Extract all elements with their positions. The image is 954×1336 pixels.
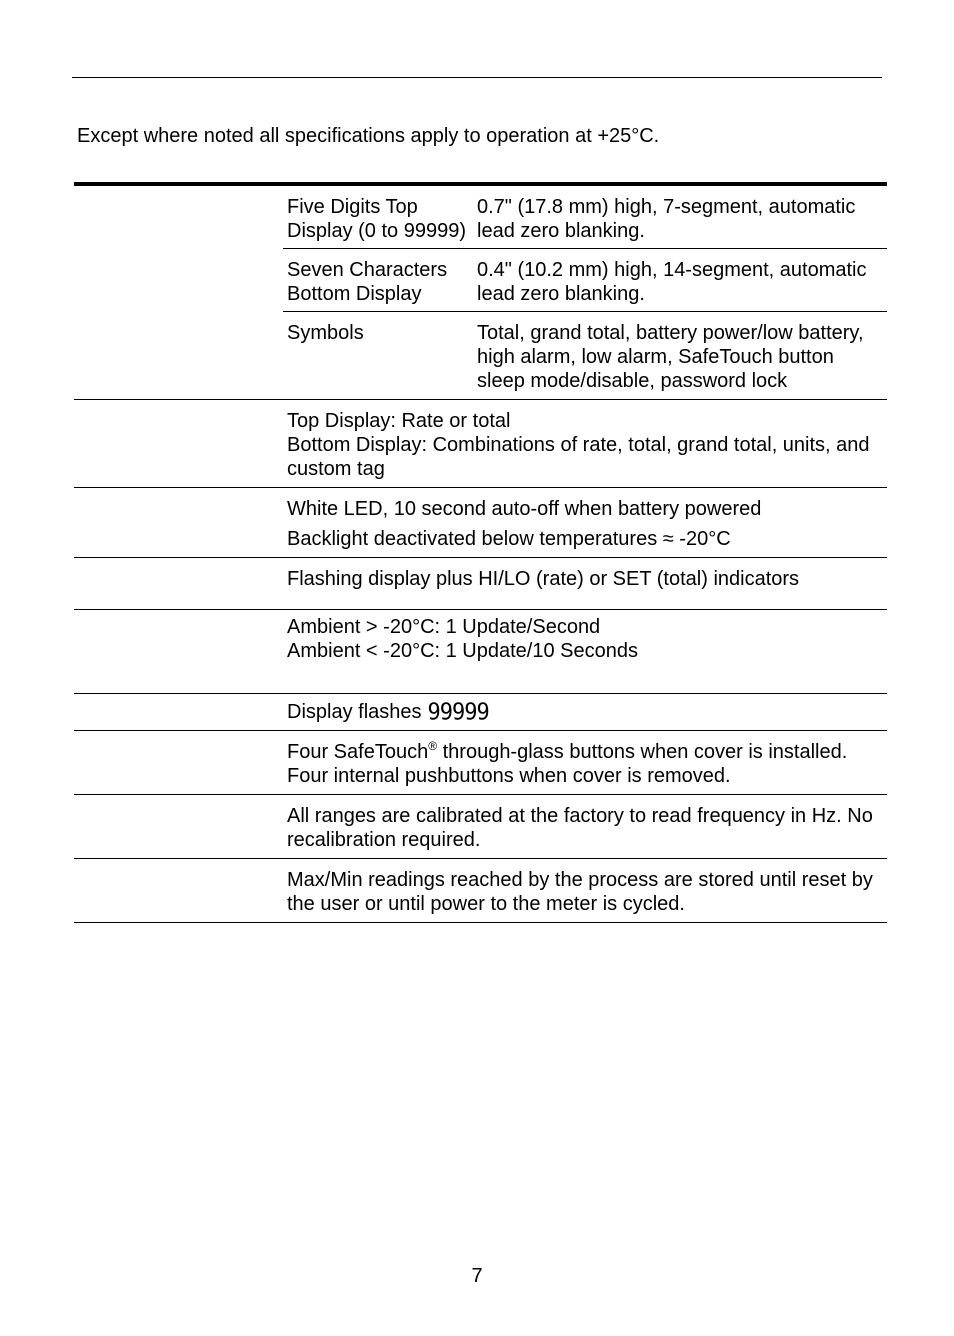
spec-line: Top Display: Rate or total	[287, 410, 511, 432]
spec-row-programming	[74, 731, 887, 795]
intro-text: Except where noted all specifications apply to operation at +25°C.	[77, 125, 660, 147]
spec-table	[74, 182, 887, 923]
spec-row-overrange	[74, 694, 887, 731]
spec-line: Flashing display plus HI/LO (rate) or SET (total) indicators	[287, 568, 800, 590]
display-sub-value: 0.4" (10.2 mm) high, 14-segment, automatic lead zero blanking.	[477, 259, 867, 305]
programming-text: Four SafeTouch	[287, 741, 429, 763]
display-sub-label: Symbols	[287, 322, 364, 344]
spec-row-symbols	[74, 312, 887, 400]
spec-line: Ambient > -20°C: 1 Update/Second	[287, 616, 601, 638]
spec-row-max-min	[74, 859, 887, 923]
spec-row-backlight	[74, 488, 887, 558]
spec-line: Bottom Display: Combinations of rate, total, grand total, units, and custom tag	[287, 434, 870, 480]
spec-line: All ranges are calibrated at the factory to read frequency in Hz. No recalibration required.	[287, 805, 873, 851]
display-sub-label: Five Digits Top Display (0 to 99999)	[287, 196, 466, 242]
header-rule	[72, 77, 882, 78]
display-sub-value: 0.7" (17.8 mm) high, 7-segment, automatic lead zero blanking.	[477, 196, 856, 242]
registered-mark: ®	[428, 739, 438, 753]
spec-line: Max/Min readings reached by the process are stored until reset by the user or until power to the meter is cycled.	[287, 869, 873, 915]
overrange-digits: 99999	[427, 699, 489, 726]
display-sub-label: Seven Characters Bottom Display	[287, 259, 448, 305]
spec-row-display-assignment	[74, 400, 887, 488]
overrange-text: Display flashes	[287, 701, 422, 723]
spec-row-calibration	[74, 795, 887, 859]
page-number: 7	[471, 1265, 483, 1287]
spec-line: Backlight deactivated below temperatures ≈ -20°C	[287, 528, 731, 550]
spec-line: White LED, 10 second auto-off when battery powered	[287, 498, 762, 520]
spec-row-alarm-indication	[74, 558, 887, 610]
programming-text: through-glass buttons when cover is installed. Four internal pushbuttons when cover is removed.	[287, 741, 848, 787]
display-sub-value: Total, grand total, battery power/low battery, high alarm, low alarm, SafeTouch button sleep mode/disable, password lock	[477, 322, 864, 392]
spec-row-update-rate	[74, 610, 887, 694]
spec-row-display-top	[74, 186, 887, 249]
spec-row-display-bottom	[74, 249, 887, 312]
spec-line: Ambient < -20°C: 1 Update/10 Seconds	[287, 640, 638, 662]
